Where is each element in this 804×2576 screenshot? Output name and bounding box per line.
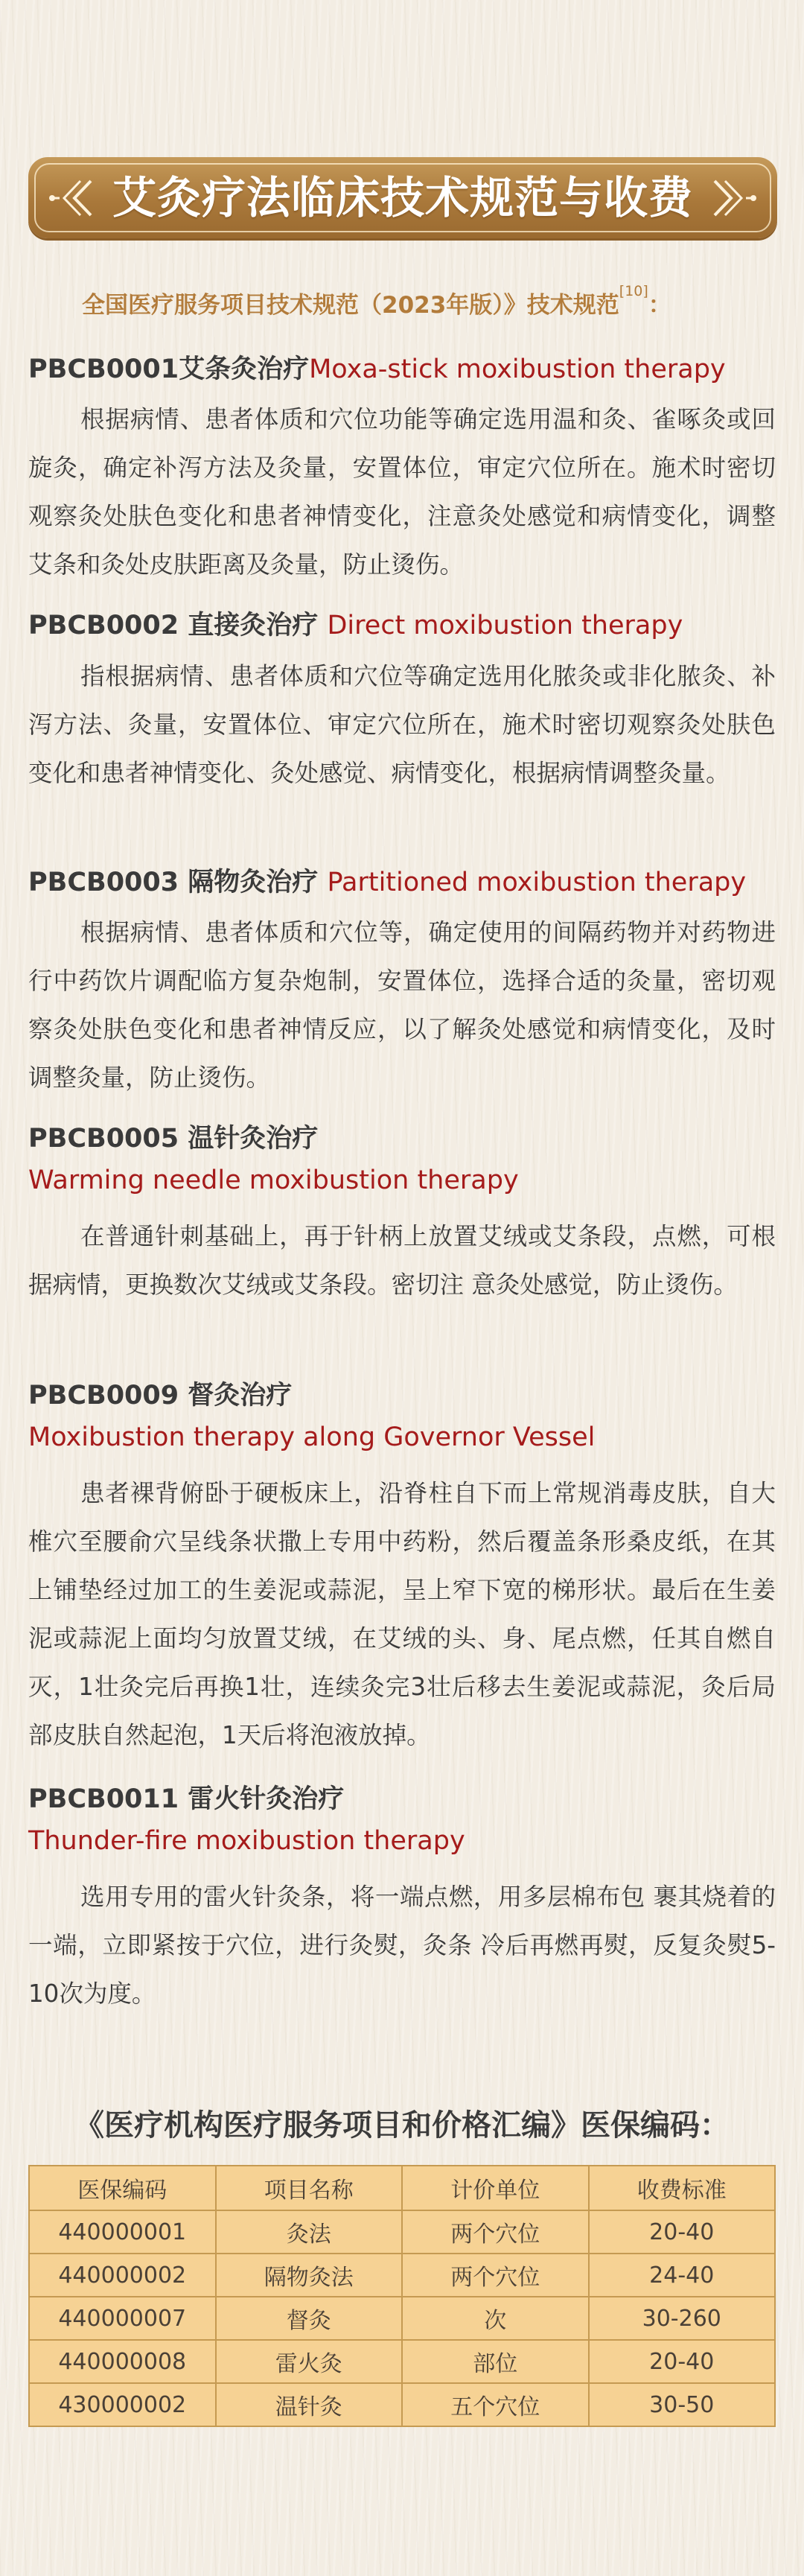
cell-code: 440000007 <box>29 2297 216 2340</box>
item-description-4: 在普通针刺基础上，再于针柄上放置艾绒或艾条段，点燃，可根据病情，更换数次艾绒或艾条段。密切注 意灸处感觉，防止烫伤。 <box>28 1222 776 1299</box>
column-header-code: 医保编码 <box>29 2166 216 2210</box>
cell-unit: 两个穴位 <box>402 2254 589 2297</box>
item-english-1: Moxa-stick moxibustion therapy <box>309 354 726 384</box>
cell-item: 督灸 <box>216 2297 403 2340</box>
column-header-unit: 计价单位 <box>402 2166 589 2210</box>
item-code-4: PBCB0005 温针灸治疗 <box>28 1124 319 1154</box>
item-english-3: Partitioned moxibustion therapy <box>327 868 747 897</box>
item-description-5: 患者裸背俯卧于硬板床上，沿脊柱自下而上常规消毒皮肤，自大椎穴至腰俞穴呈线条状撒上专用中药粉，然后覆盖条形桑皮纸，在其上铺垫经过加工的生姜泥或蒜泥，呈上窄下宽的梯形状。最后在生姜泥或蒜泥上面均匀放置艾绒，在艾绒的头、身、尾点燃，任其自燃自灭，1壮灸完后再换1壮，连续灸完3壮后移去生姜泥或蒜泥，灸后局部皮肤自然起泡，1天后将泡液放掉。 <box>28 1479 776 1749</box>
cell-code: 440000001 <box>29 2210 216 2254</box>
item-heading-2 <box>28 605 683 642</box>
item-description-2: 指根据病情、患者体质和穴位等确定选用化脓灸或非化脓灸、补泻方法、灸量，安置体位、审定穴位所在，施术时密切观察灸处肤色变化和患者神情变化、灸处感觉、病情变化，根据病情调整灸量。 <box>28 662 776 787</box>
cell-fee: 24-40 <box>589 2254 776 2297</box>
item-description-6: 选用专用的雷火针灸条，将一端点燃，用多层棉布包 裹其烧着的一端，立即紧按于穴位，进行灸熨，灸条 冷后再燃再熨，反复灸熨5-10次为度。 <box>28 1883 776 2008</box>
cell-code: 440000002 <box>29 2254 216 2297</box>
cell-item: 雷火灸 <box>216 2340 403 2383</box>
cell-fee: 20-40 <box>589 2210 776 2254</box>
item-code-6: PBCB0011 雷火针灸治疗 <box>28 1784 345 1814</box>
fee-table-title: 《医疗机构医疗服务项目和价格汇编》医保编码： <box>74 2108 730 2143</box>
item-code-5: PBCB0009 督灸治疗 <box>28 1381 293 1411</box>
item-heading-1 <box>28 349 726 386</box>
cell-item: 温针灸 <box>216 2383 403 2426</box>
cell-unit: 五个穴位 <box>402 2383 589 2426</box>
table-row <box>29 2210 775 2254</box>
item-description-1: 根据病情、患者体质和穴位功能等确定选用温和灸、雀啄灸或回旋灸，确定补泻方法及灸量，安置体位，审定穴位所在。施术时密切观察灸处肤色变化和患者神情变化，注意灸处感觉和病情变化，调整艾条和灸处皮肤距离及灸量，防止烫伤。 <box>28 405 776 579</box>
cell-fee: 20-40 <box>589 2340 776 2383</box>
cell-code: 440000008 <box>29 2340 216 2383</box>
cell-unit: 两个穴位 <box>402 2210 589 2254</box>
table-header-row <box>29 2166 775 2210</box>
item-heading-3 <box>28 862 746 899</box>
title-banner <box>28 157 777 238</box>
cell-unit: 次 <box>402 2297 589 2340</box>
spec-source-text: 全国医疗服务项目技术规范（2023年版）》技术规范 <box>82 292 619 319</box>
fee-table <box>28 2165 776 2427</box>
item-english-4: Warming needle moxibustion therapy <box>28 1165 519 1195</box>
item-code-3: PBCB0003 隔物灸治疗 <box>28 868 328 897</box>
item-code-2: PBCB0002 直接灸治疗 <box>28 611 328 640</box>
table-row <box>29 2340 775 2383</box>
column-header-item: 项目名称 <box>216 2166 403 2210</box>
spec-source-colon: ： <box>648 292 671 319</box>
cell-fee: 30-260 <box>589 2297 776 2340</box>
cell-item: 隔物灸法 <box>216 2254 403 2297</box>
item-code-1: PBCB0001艾条灸治疗 <box>28 354 310 384</box>
item-english-2: Direct moxibustion therapy <box>327 611 683 640</box>
table-row <box>29 2383 775 2426</box>
item-description-3: 根据病情、患者体质和穴位等，确定使用的间隔药物并对药物进行中药饮片调配临方复杂炮制，安置体位，选择合适的灸量，密切观察灸处肤色变化和患者神情反应，以了解灸处感觉和病情变化，及时调整灸量，防止烫伤。 <box>28 918 776 1092</box>
page-title: 艾灸疗法临床技术规范与收费 <box>112 172 693 223</box>
spec-source-heading <box>82 283 671 319</box>
column-header-fee: 收费标准 <box>589 2166 776 2210</box>
reference-marker: [10] <box>619 283 648 299</box>
table-row <box>29 2254 775 2297</box>
table-row <box>29 2297 775 2340</box>
item-english-5: Moxibustion therapy along Governor Vessel <box>28 1422 596 1452</box>
item-english-6: Thunder-fire moxibustion therapy <box>28 1826 465 1856</box>
cell-code: 430000002 <box>29 2383 216 2426</box>
cell-fee: 30-50 <box>589 2383 776 2426</box>
cell-item: 灸法 <box>216 2210 403 2254</box>
cell-unit: 部位 <box>402 2340 589 2383</box>
